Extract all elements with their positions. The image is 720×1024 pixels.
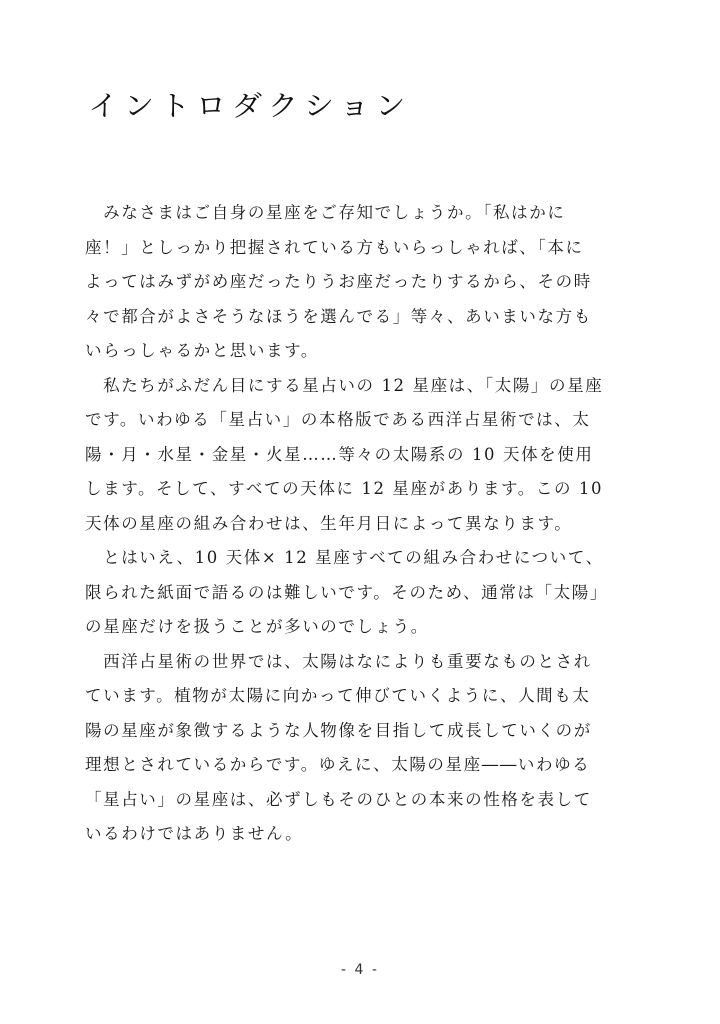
- text-line: 理想とされているからです。ゆえに、太陽の星座――いわゆる: [85, 755, 591, 774]
- text-line: いるわけではありません。: [85, 824, 304, 843]
- text-line: ています。植物が太陽に向かって伸びていくように、人間も太: [85, 686, 591, 705]
- text-line: の星座だけを扱うことが多いのでしょう。: [85, 617, 429, 636]
- text-line: 座！」としっかり把握されている方もいらっしゃれば、「本に: [85, 237, 584, 257]
- text-line: とはいえ、10 天体× 12 星座すべての組み合わせについて、: [85, 548, 604, 567]
- text-line: 私たちがふだん目にする星占いの 12 星座は、「太陽」の星座: [85, 375, 604, 395]
- body-text: [85, 196, 608, 852]
- text-line: よってはみずがめ座だったりうお座だったりするから、その時: [85, 272, 592, 291]
- text-line: みなさまはご自身の星座をご存知でしょうか。「私はかに: [85, 203, 566, 222]
- chapter-title: イントロダクション: [88, 89, 412, 123]
- page-number: - 4 -: [341, 962, 379, 978]
- text-line: 々で都合がよさそうなほうを選んでる」等々、あいまいな方も: [85, 306, 592, 326]
- text-line: します。そして、すべての天体に 12 星座があります。この 10: [85, 479, 604, 498]
- text-line: 限られた紙面で語るのは難しいです。そのため、通常は「太陽」: [85, 582, 608, 602]
- text-line: です。いわゆる「星占い」の本格版である西洋占星術では、太: [85, 410, 591, 429]
- text-line: いらっしゃるかと思います。: [85, 341, 319, 360]
- text-line: 西洋占星術の世界では、太陽はなによりも重要なものとされ: [85, 651, 592, 671]
- text-line: 天体の星座の組み合わせは、生年月日によって異なります。: [85, 513, 573, 533]
- text-line: 「星占い」の星座は、必ずしもそのひとの本来の性格を表して: [85, 789, 592, 809]
- text-line: 陽の星座が象徴するような人物像を目指して成長していくのが: [85, 720, 592, 740]
- text-line: 陽・月・水星・金星・火星……等々の太陽系の 10 天体を使用: [85, 444, 594, 464]
